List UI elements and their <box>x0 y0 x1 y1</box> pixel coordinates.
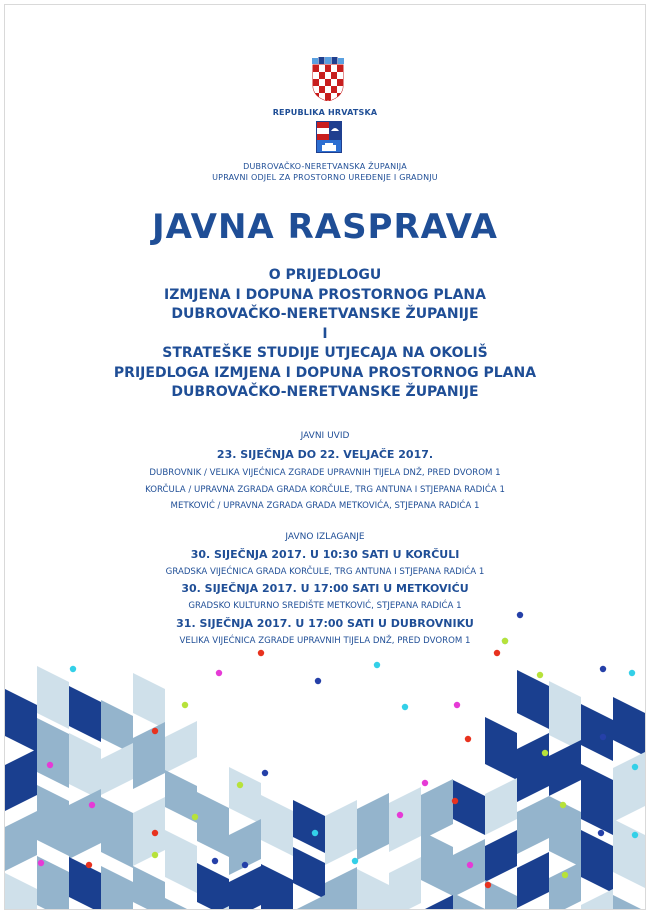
pattern-tile <box>5 689 37 752</box>
pattern-tile <box>133 797 165 866</box>
javni-uvid-location: METKOVIĆ / UPRAVNA ZGRADA GRADA METKOVIĆA, STJEPANA RADIĆA 1 <box>170 501 480 511</box>
confetti-dot <box>632 764 638 770</box>
pattern-tile <box>229 767 261 824</box>
croatian-coat-of-arms-icon <box>311 57 345 101</box>
pattern-tile <box>421 779 453 840</box>
pattern-tile <box>133 722 165 789</box>
javni-uvid-dates: 23. SIJEČNJA DO 22. VELJAČE 2017. <box>216 448 434 461</box>
confetti-dot <box>632 832 638 838</box>
subtitle-line: I <box>322 325 328 342</box>
pattern-tile <box>133 673 165 729</box>
izlaganje-time: 30. SIJEČNJA 2017. U 17:00 SATI U METKOVIĆU <box>181 582 469 595</box>
pattern-tile <box>69 857 101 910</box>
subtitle-line: DUBROVAČKO-NERETVANSKE ŽUPANIJE <box>171 384 479 400</box>
country-name: REPUBLIKA HRVATSKA <box>272 108 378 117</box>
pattern-tile <box>293 847 325 899</box>
pattern-tile <box>517 796 549 854</box>
pattern-tile <box>389 787 421 852</box>
confetti-dot <box>402 704 408 710</box>
confetti-dot <box>600 666 606 672</box>
pattern-tile <box>325 867 357 910</box>
poster-page <box>4 4 646 910</box>
pattern-tile <box>37 718 69 788</box>
confetti-dot <box>629 670 635 676</box>
confetti-dot <box>237 782 243 788</box>
pattern-tile <box>197 863 229 910</box>
county-name: DUBROVAČKO-NERETVANSKA ŽUPANIJA <box>243 162 407 171</box>
confetti-dot <box>600 734 606 740</box>
pattern-tile <box>485 717 517 780</box>
izlaganje-place: VELIKA VIJEĆNICA ZGRADE UPRAVNIH TIJELA DNŽ, PRED DVOROM 1 <box>179 636 471 646</box>
pattern-tile <box>549 681 581 751</box>
pattern-tile <box>37 666 69 729</box>
confetti-dot <box>182 702 188 708</box>
pattern-tile <box>549 862 581 910</box>
pattern-tile <box>69 789 101 859</box>
confetti-dot <box>598 830 604 836</box>
pattern-tile <box>421 831 453 896</box>
confetti-dot <box>89 802 95 808</box>
pattern-tile <box>165 721 197 773</box>
izlaganje-place: GRADSKA VIJEĆNICA GRADA KORČULE, TRG ANTUNA I STJEPANA RADIĆA 1 <box>165 567 485 577</box>
pattern-tile <box>581 704 613 761</box>
confetti-dot <box>374 662 380 668</box>
confetti-dot <box>454 702 460 708</box>
confetti-dot <box>242 862 248 868</box>
pattern-tile <box>5 811 37 871</box>
pattern-tile <box>197 792 229 857</box>
decorative-pattern <box>5 585 645 910</box>
confetti-dot <box>312 830 318 836</box>
confetti-dot <box>542 750 548 756</box>
pattern-tile <box>133 866 165 910</box>
javni-uvid-label: JAVNI UVID <box>300 431 350 441</box>
confetti-dot <box>465 736 471 742</box>
confetti-dot <box>494 650 500 656</box>
pattern-tile <box>293 895 325 910</box>
pattern-tile <box>165 898 197 910</box>
subtitle-line: IZMJENA I DOPUNA PROSTORNOG PLANA <box>164 286 486 303</box>
confetti-dot <box>86 862 92 868</box>
pattern-tile <box>101 743 133 795</box>
pattern-tile <box>581 889 613 910</box>
izlaganje-time: 31. SIJEČNJA 2017. U 17:00 SATI U DUBROVNIKU <box>176 617 474 630</box>
subtitle-line: STRATEŠKE STUDIJE UTJECAJA NA OKOLIŠ <box>162 345 488 361</box>
confetti-dot <box>47 762 53 768</box>
pattern-tile <box>261 795 293 856</box>
confetti-dot <box>70 666 76 672</box>
confetti-dot <box>560 802 566 808</box>
pattern-tile <box>613 895 645 910</box>
pattern-tile <box>517 733 549 802</box>
confetti-dot <box>152 830 158 836</box>
pattern-tile <box>453 780 485 835</box>
pattern-tile <box>325 800 357 865</box>
pattern-tile <box>357 793 389 860</box>
javni-uvid-location: KORČULA / UPRAVNA ZGRADA GRADA KORČULE, TRG ANTUNA I STJEPANA RADIĆA 1 <box>145 485 505 495</box>
confetti-dot <box>537 672 543 678</box>
confetti-dot <box>485 882 491 888</box>
pattern-tile <box>5 873 37 910</box>
subtitle-line: DUBROVAČKO-NERETVANSKE ŽUPANIJE <box>171 306 479 322</box>
confetti-dot <box>258 650 264 656</box>
pattern-tile <box>261 864 293 910</box>
pattern-tile <box>613 752 645 822</box>
pattern-tile <box>101 866 133 910</box>
pattern-tile <box>69 686 101 742</box>
pattern-tile <box>613 819 645 888</box>
confetti-dot <box>38 860 44 866</box>
county-department: UPRAVNI ODJEL ZA PROSTORNO UREĐENJE I GRADNJU <box>212 173 438 182</box>
pattern-tile <box>549 740 581 796</box>
confetti-dot <box>422 780 428 786</box>
pattern-tile <box>69 733 101 800</box>
confetti-dot <box>262 770 268 776</box>
pattern-tile <box>453 893 485 910</box>
subtitle-line: O PRIJEDLOGU <box>268 267 382 283</box>
confetti-dot <box>452 798 458 804</box>
confetti-dot <box>467 862 473 868</box>
pattern-tile <box>101 797 133 868</box>
subtitle-line: PRIJEDLOGA IZMJENA I DOPUNA PROSTORNOG PLANA <box>113 364 537 381</box>
pattern-tile <box>5 749 37 811</box>
pattern-tile <box>581 830 613 893</box>
pattern-tile <box>421 895 453 910</box>
pattern-tile <box>485 830 517 882</box>
confetti-dot <box>192 814 198 820</box>
pattern-tile <box>581 764 613 835</box>
confetti-dot <box>216 670 222 676</box>
confetti-dot <box>315 678 321 684</box>
javni-uvid-location: DUBROVNIK / VELIKA VIJEĆNICA ZGRADE UPRAVNIH TIJELA DNŽ, PRED DVOROM 1 <box>149 468 501 478</box>
confetti-dot <box>562 872 568 878</box>
pattern-tile <box>165 770 197 823</box>
confetti-dot <box>352 858 358 864</box>
pattern-tile <box>293 800 325 853</box>
county-coat-of-arms-icon <box>316 121 342 153</box>
confetti-dot <box>152 728 158 734</box>
izlaganje-time: 30. SIJEČNJA 2017. U 10:30 SATI U KORČULI <box>190 548 460 561</box>
izlaganje-place: GRADSKO KULTURNO SREDIŠTE METKOVIĆ, STJEPANA RADIĆA 1 <box>188 601 462 611</box>
pattern-tile <box>517 852 549 908</box>
javno-izlaganje-label: JAVNO IZLAGANJE <box>285 532 365 542</box>
confetti-dot <box>397 812 403 818</box>
subtitle-block <box>5 266 645 403</box>
pattern-tile <box>613 697 645 756</box>
pattern-tile <box>37 785 69 856</box>
pattern-tile <box>517 670 549 729</box>
pattern-tile <box>357 869 389 910</box>
confetti-dot <box>212 858 218 864</box>
pattern-tile <box>485 778 517 835</box>
confetti-dot <box>152 852 158 858</box>
pattern-tile <box>165 830 197 893</box>
pattern-tile <box>389 857 421 910</box>
page-title: JAVNA RASPRAVA <box>152 207 498 247</box>
